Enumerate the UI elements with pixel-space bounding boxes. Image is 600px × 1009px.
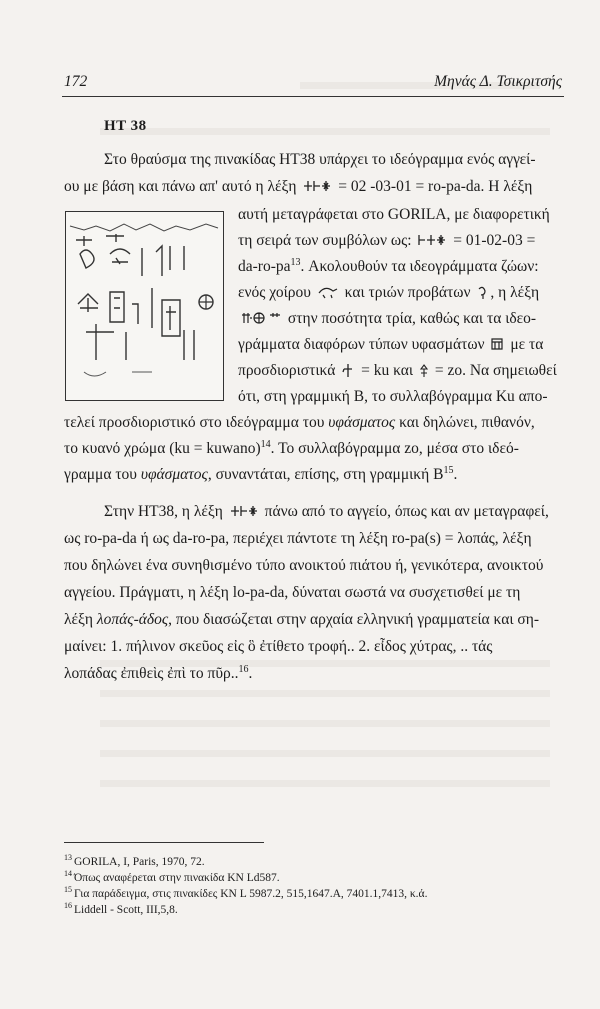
linear-a-word-icon xyxy=(240,311,282,325)
text-line: ότι, στη γραμμική Β, το συλλαβόγραμμα Ku απο- xyxy=(238,388,548,405)
text-line: ου με βάση και πάνω απ' αυτό η λέξη = 02 -03-01 = ro-pa-da. Η λέξη xyxy=(64,178,533,195)
text-line: στην ποσότητα τρία, καθώς και τα ιδεο- xyxy=(238,309,536,329)
footnote: $^{14}$ Όπως αναφέρεται στην πινακίδα KN Ld587. xyxy=(64,869,280,884)
footnote: $^{13}$ GORILA, I, Paris, 1970, 72. xyxy=(64,853,205,868)
page-number: 172 xyxy=(64,73,88,90)
text-line: ως ro-pa-da ή ως da-ro-pa, περιέχει πάντοτε τη λέξη ro-pa(s) = λοπάς, λέξη xyxy=(64,530,532,547)
pig-ideogram-icon xyxy=(317,285,339,299)
text-line: αυτή μεταγράφεται στο GORILA, με διαφορετική xyxy=(238,206,550,223)
bleed-through xyxy=(100,780,550,787)
bleed-through xyxy=(100,128,550,135)
bleed-through xyxy=(100,750,550,757)
zo-syllabogram-icon xyxy=(419,363,429,377)
linear-a-word-icon xyxy=(417,233,447,247)
footnote-rule xyxy=(64,842,264,843)
text-line: γράμματα διαφόρων τύπων υφασμάτων με τα xyxy=(238,336,544,353)
linear-a-word-icon xyxy=(229,504,259,518)
text-line: λοπάδας ἐπιθεὶς ἐπὶ το πῦρ..$^{16}$. xyxy=(64,663,253,682)
tablet-drawing xyxy=(65,211,224,401)
text-line: αγγείου. Πράγματι, η λέξη lo-pa-da, δύναται σωστά να συσχετισθεί με τη xyxy=(64,584,521,601)
footnote: $^{16}$ Liddell - Scott, III,5,8. xyxy=(64,901,178,916)
linear-a-word-icon xyxy=(302,179,332,193)
sheep-ideogram-icon xyxy=(476,285,488,299)
text-line: μαίνει: 1. πήλινον σκεῦος εἰς ὃ ἐτίθετο τροφή.. 2. εἶδος χύτρας, .. τάς xyxy=(64,638,493,655)
text-line: Στην HT38, η λέξη πάνω από το αγγείο, όπως και αν μεταγραφεί, xyxy=(104,503,549,520)
bleed-through xyxy=(100,690,550,697)
text-line: προσδιοριστικά = ku και = zo. Να σημειωθεί xyxy=(238,362,557,379)
footnote: $^{15}$ Για παράδειγμα, στις πινακίδες KN L 5987.2, 515,1647.A, 7401.1,7413, κ.ά. xyxy=(64,885,428,900)
text-line: $da-ro-pa^{13}$. Ακολουθούν τα ιδεογράμματα ζώων: xyxy=(238,256,539,275)
running-author: Μηνάς Δ. Τσικριτσής xyxy=(434,73,562,90)
text-line: τελεί προσδιοριστικό στο ιδεόγραμμα του υφάσματος και δηλώνει, πιθανόν, xyxy=(64,414,535,431)
bleed-through xyxy=(100,720,550,727)
text-line: που δηλώνει ένα συνηθισμένο τύπο ανοικτού πιάτου ή, γενικότερα, ανοικτού xyxy=(64,557,544,574)
text-line: λέξη λοπάς-άδος, που διασώζεται στην αρχαία ελληνική γραμματεία και ση- xyxy=(64,611,540,628)
text-line: ενός χοίρου και τριών προβάτων , η λέξη xyxy=(238,284,540,301)
ku-syllabogram-icon xyxy=(341,363,355,377)
text-line: το κυανό χρώμα (ku = kuwano)$^{14}$. Το συλλαβόγραμμα zo, μέσα στο ιδεό- xyxy=(64,438,519,457)
running-header xyxy=(64,73,562,93)
tablet-fragment-icon xyxy=(66,212,223,400)
text-line: γραμμα του υφάσματος, συναντάται, επίσης, στη γραμμική $B^{15}$. xyxy=(64,464,458,483)
header-rule xyxy=(62,96,564,97)
textile-ideogram-icon xyxy=(490,337,504,351)
text-line: Στο θραύσμα της πινακίδας HT38 υπάρχει το ιδεόγραμμα ενός αγγεί- xyxy=(104,151,536,168)
section-heading: HT 38 xyxy=(104,118,147,134)
text-line: τη σειρά των συμβόλων ως: = 01-02-03 = xyxy=(238,232,536,249)
